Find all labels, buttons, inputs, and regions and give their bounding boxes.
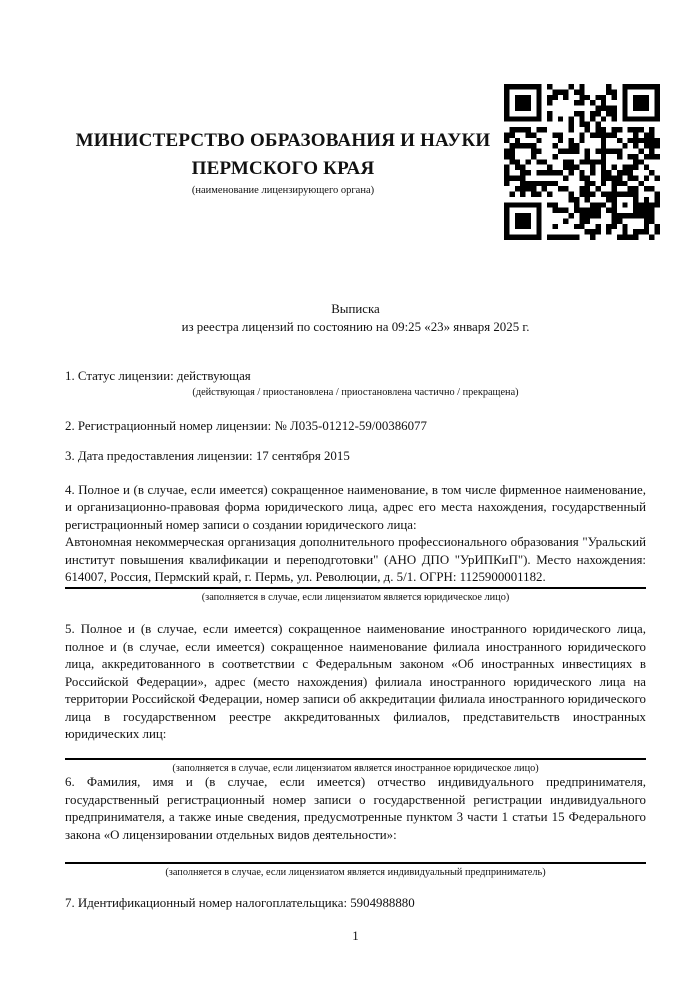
legal-entity-field-caption: (заполняется в случае, если лицензиатом является юридическое лицо)	[201, 591, 510, 603]
license-status: 1. Статус лицензии: действующая	[65, 368, 251, 383]
ministry-name-line2: ПЕРМСКОГО КРАЯ	[191, 158, 375, 179]
entrepreneur-field-rule	[65, 862, 646, 864]
foreign-entity-field-rule	[65, 758, 646, 760]
document-title	[65, 301, 646, 336]
entrepreneur-section	[65, 774, 646, 879]
ministry-name-caption: (наименование лицензирующего органа)	[191, 185, 375, 196]
ministry-name-line1: МИНИСТЕРСТВО ОБРАЗОВАНИЯ И НАУКИ	[75, 130, 491, 151]
taxpayer-id: 7. Идентификационный номер налогоплательщика: 5904988880	[65, 896, 415, 910]
qr-code	[504, 84, 660, 240]
legal-entity-value: Автономная некоммерческая организация дополнительного профессионального образования "Уральский институт повышения квалификации и переподготовки" (АНО ДПО "УрИПКиП"). Место нахождения: 614007, Россия, Пермский край, г. Пермь, ул. Революции, д. 5/1. ОГРН: 1125900001182.	[65, 535, 646, 584]
license-grant-date: 3. Дата предоставления лицензии: 17 сентября 2015	[65, 449, 350, 463]
foreign-entity-field-caption: (заполняется в случае, если лицензиатом является иностранное юридическое лицо)	[172, 762, 539, 774]
foreign-entity-section	[65, 621, 646, 775]
registration-number: 2. Регистрационный номер лицензии: № Л035-01212-59/00386077	[65, 419, 427, 433]
page-number: 1	[352, 929, 359, 943]
license-status-caption: (действующая / приостановлена / приостановлена частично / прекращена)	[192, 387, 519, 398]
entrepreneur-label: 6. Фамилия, имя и (в случае, если имеется) отчество индивидуального предпринимателя, государственный регистрационный номер записи о государственной регистрации индивидуального предпринимателя, а также иные сведения, предусмотренные пунктом 3 части 1 статьи 15 Федерального закона «О лицензировании отдельных видов деятельности»:	[65, 775, 646, 842]
licensing-authority-header	[58, 127, 508, 197]
document-title-line1: Выписка	[331, 302, 380, 316]
legal-entity-field-rule	[65, 587, 646, 589]
legal-entity-label: 4. Полное и (в случае, если имеется) сокращенное наименование, в том числе фирменное наименование, и организационно-правовая форма юридического лица, адрес его места нахождения, государственный регистрационный номер записи о создании юридического лица:	[65, 482, 646, 532]
entrepreneur-field-caption: (заполняется в случае, если лицензиатом является индивидуальный предприниматель)	[165, 867, 546, 878]
legal-entity-section	[65, 482, 646, 604]
qr-code-image	[504, 84, 660, 240]
foreign-entity-label: 5. Полное и (в случае, если имеется) сокращенное наименование иностранного юридического лица, полное и (в случае, если имеется) сокращенное наименование филиала иностранного юридического лица, аккредитованного в соответствии с Федеральным законом «Об иностранных инвестициях в Российской Федерации», адрес (место нахождения) филиала иностранного юридического лица на территории Российской Федерации, номер записи об аккредитации филиала иностранного юридического лица в государственном реестре аккредитованных филиалов, представительств иностранных юридических лиц:	[65, 622, 646, 741]
document-title-line2: из реестра лицензий по состоянию на 09:25 «23» января 2025 г.	[181, 319, 530, 334]
